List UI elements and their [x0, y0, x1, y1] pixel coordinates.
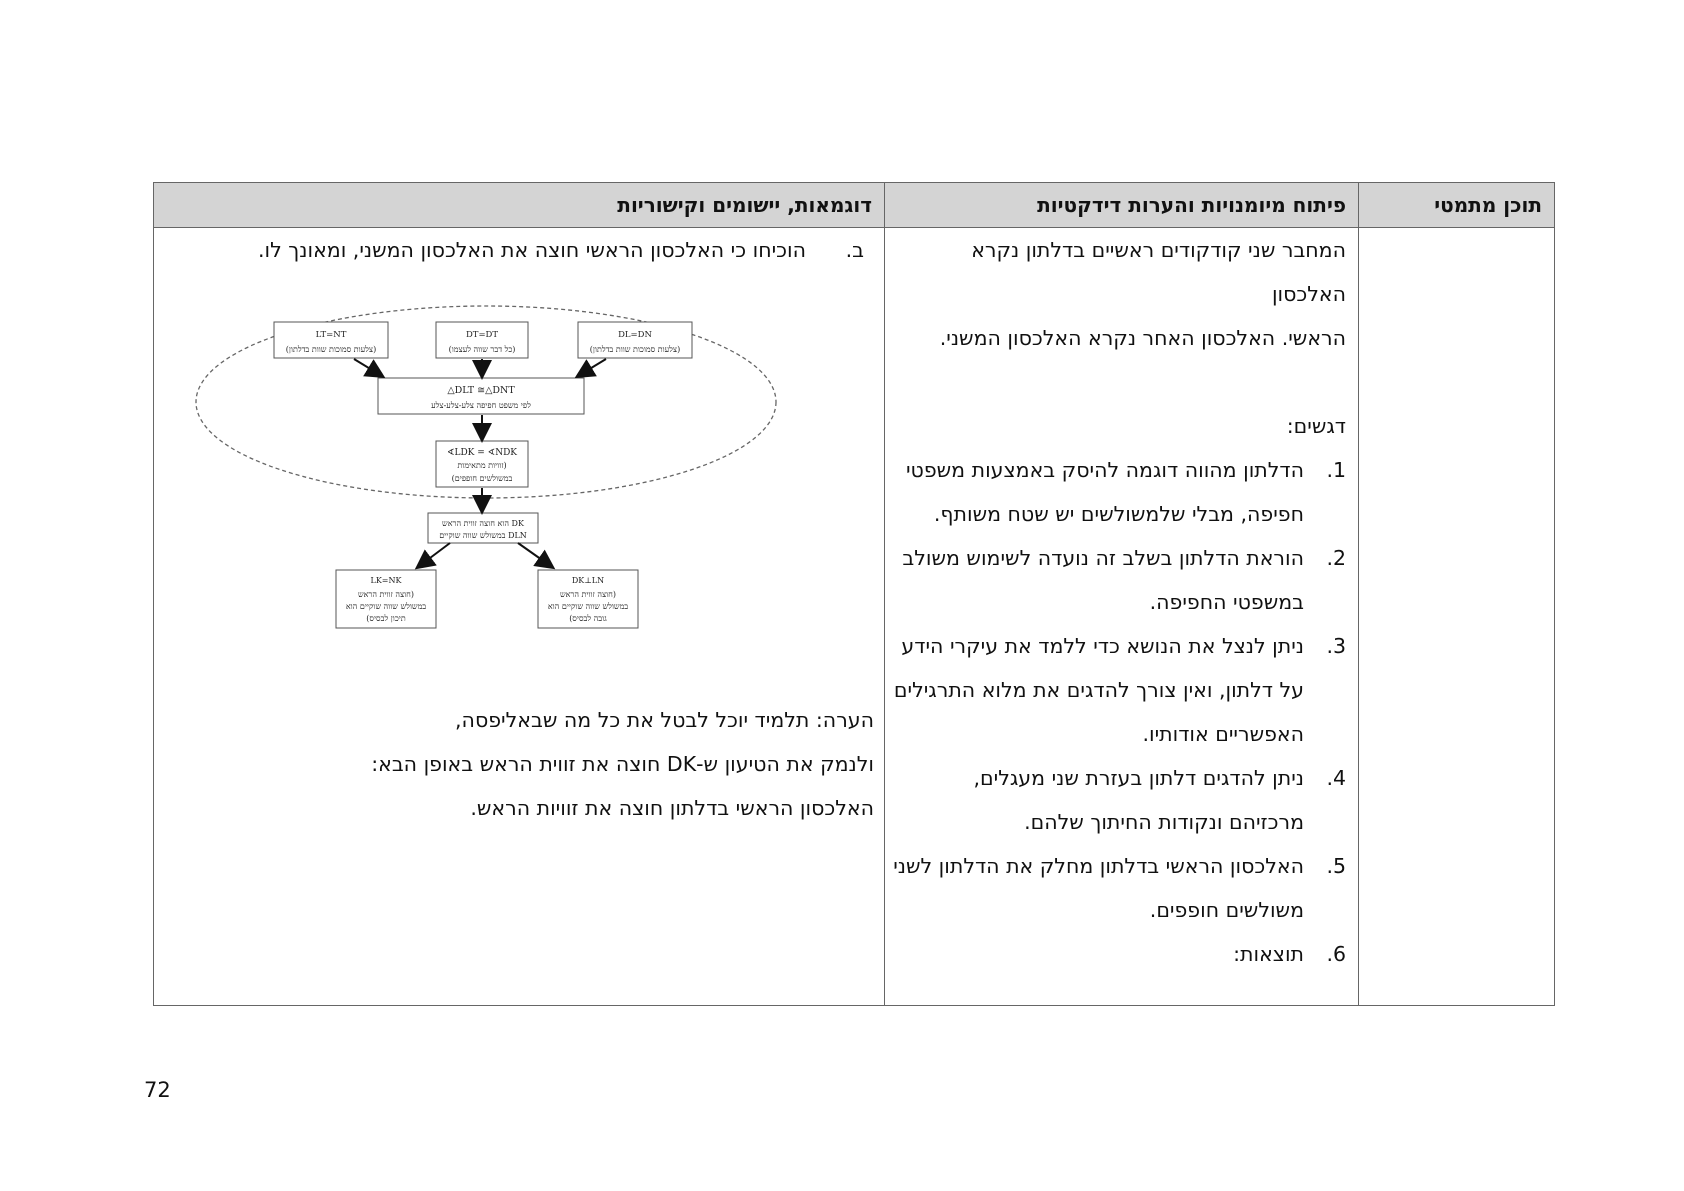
- box-perpendicular: [538, 570, 638, 628]
- emphasis-list: [893, 448, 1346, 976]
- svg-text:△DLT ≅△DNT: △DLT ≅△DNT: [447, 385, 515, 396]
- svg-text:במשולש שווה שוקיים הוא: במשולש שווה שוקיים הוא: [345, 602, 427, 611]
- svg-text:DLN במשולש שווה שוקיים: DLN במשולש שווה שוקיים: [439, 531, 527, 540]
- svg-text:DK הוא חוצה זווית הראש: DK הוא חוצה זווית הראש: [442, 519, 524, 528]
- skills-intro-line-1: המחבר שני קודקודים ראשיים בדלתון נקרא האלכסון: [971, 238, 1346, 306]
- svg-text:במשולשים חופפים): במשולשים חופפים): [451, 474, 513, 483]
- svg-text:∢LDK = ∢NDK: ∢LDK = ∢NDK: [446, 448, 518, 458]
- svg-text:תיכון לבסיס): תיכון לבסיס): [366, 614, 406, 623]
- box-congruence: [378, 378, 584, 414]
- box-lt: [274, 322, 388, 358]
- svg-text:(כל דבר שווה לעצמו): (כל דבר שווה לעצמו): [448, 345, 516, 354]
- svg-text:LK=NK: LK=NK: [370, 576, 402, 585]
- skills-cell: [885, 228, 1359, 1006]
- svg-text:גובה לבסיס): גובה לבסיס): [569, 614, 607, 623]
- box-lk: [336, 570, 436, 628]
- skills-intro-line-2: הראשי. האלכסון האחר נקרא האלכסון המשני.: [939, 326, 1346, 350]
- note-line-3: האלכסון הראשי בדלתון חוצה את זוויות הראש.: [470, 796, 874, 820]
- example-letter: ב.: [845, 238, 864, 262]
- box-angles: [436, 441, 528, 487]
- spacer: [893, 360, 1346, 404]
- body-row: [154, 228, 1555, 1006]
- list-item: .6 תוצאות:: [1233, 942, 1346, 966]
- header-examples: דוגמאות, יישומים וקישוריות: [154, 183, 885, 228]
- svg-text:LT=NT: LT=NT: [315, 330, 347, 340]
- svg-text:(צלעות סמוכות שוות בדלתון): (צלעות סמוכות שוות בדלתון): [285, 345, 377, 354]
- header-row: [154, 183, 1555, 228]
- examples-cell: [154, 228, 885, 1006]
- svg-text:DL=DN: DL=DN: [618, 330, 652, 340]
- svg-text:DT=DT: DT=DT: [465, 330, 499, 340]
- list-item: .2 הוראת הדלתון בשלב זה נועדה לשימוש משולב במשפטי החפיפה.: [902, 546, 1346, 614]
- svg-text:במשולש שווה שוקיים הוא: במשולש שווה שוקיים הוא: [547, 602, 629, 611]
- box-dl: [578, 322, 692, 358]
- header-skills: פיתוח מיומנויות והערות דידקטיות: [885, 183, 1359, 228]
- svg-text:DK⊥LN: DK⊥LN: [571, 576, 605, 585]
- svg-text:(זוויות מתאימות: (זוויות מתאימות: [457, 461, 507, 470]
- list-item: .5 האלכסון הראשי בדלתון מחלק את הדלתון לשני משולשים חופפים.: [893, 854, 1346, 922]
- arrow-left: [418, 543, 450, 567]
- content-cell: [1359, 228, 1555, 1006]
- teacher-note: [174, 698, 874, 830]
- svg-text:(צלעות סמוכות שוות בדלתון): (צלעות סמוכות שוות בדלתון): [589, 345, 681, 354]
- svg-text:(חוצה זווית הראש: (חוצה זווית הראש: [357, 590, 415, 599]
- list-item: .4 ניתן להדגים דלתון בעזרת שני מעגלים, מרכזיהם ונקודות החיתוך שלהם.: [973, 766, 1346, 834]
- example-item: [164, 228, 874, 272]
- emphasis-title: דגשים:: [1286, 414, 1346, 438]
- proof-flow-diagram: [174, 283, 784, 643]
- box-bisector: [428, 513, 538, 543]
- arrow-dl: [578, 359, 606, 376]
- note-line-1: הערה: תלמיד יוכל לבטל את כל מה שבאליפסה,: [455, 708, 874, 732]
- example-text: הוכיחו כי האלכסון הראשי חוצה את האלכסון המשני, ומאונך לו.: [258, 238, 806, 262]
- arrow-right: [518, 543, 552, 567]
- header-content: תוכן מתמטי: [1359, 183, 1555, 228]
- arrow-lt: [354, 359, 382, 376]
- note-line-2: ולנמק את הטיעון ש-DK חוצה את זווית הראש באופן הבא:: [371, 752, 874, 776]
- page-number: 72: [144, 1078, 171, 1102]
- svg-text:(חוצה זווית הראש: (חוצה זווית הראש: [559, 590, 617, 599]
- svg-text:לפי משפט חפיפה צלע-צלע-צלע: לפי משפט חפיפה צלע-צלע-צלע: [431, 401, 531, 410]
- list-item: .3 ניתן לנצל את הנושא כדי ללמד את עיקרי הידע על דלתון, ואין צורך להדגים את מלוא התרגילים האפשריים אודותיו.: [893, 634, 1346, 746]
- box-dt: [436, 322, 528, 358]
- content-table: [153, 182, 1555, 1006]
- list-item: .1 הדלתון מהווה דוגמה להיסק באמצעות משפטי חפיפה, מבלי שלמשולשים יש שטח משותף.: [905, 458, 1346, 526]
